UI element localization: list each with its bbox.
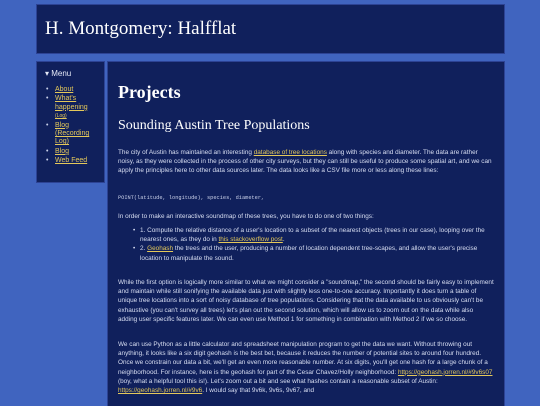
menu-item-web-feed xyxy=(43,157,104,165)
discussion-paragraph: While the first option is logically more similar to what we might consider a "soundmap," the second should be fairly easy to implement and maintain while still sonifying the available data just with slightly less one-to-one accuracy. Importantly it does turn a table of unique tree locations into a sort of noisy database of tree populations. Considering that the data available to us obviously can't be exhaustive (you can't survey all trees) let's plan out the second solution, which will allow us to zoom out on the data while also adding user specific features later. We can even use Method 1 for something in combination with Method 2 if we so choose. xyxy=(118,279,494,323)
method-item-2 xyxy=(134,244,494,262)
tree-database-link[interactable]: database of tree locations xyxy=(253,149,327,156)
menu-toggle[interactable]: ▾ Menu xyxy=(45,69,72,78)
python-paragraph xyxy=(118,340,494,395)
page-title: Projects xyxy=(118,82,181,102)
method-item-1 xyxy=(134,226,494,244)
bullet-icon: • xyxy=(133,227,136,234)
stackoverflow-link[interactable]: this stackoverflow post xyxy=(218,236,283,244)
bullet-icon: • xyxy=(46,121,49,129)
geohash-zoom-link[interactable]: https://geohash.jorren.nl/#9v6 xyxy=(118,387,203,395)
menu-list xyxy=(43,86,104,167)
bullet-icon: • xyxy=(46,147,49,155)
bullet-icon: • xyxy=(46,95,49,103)
post-title: Sounding Austin Tree Populations xyxy=(118,118,310,133)
menu-link-log[interactable]: (Log) xyxy=(55,113,67,120)
method-2-text-b: the trees and the user, producing a number of location dependent tree-scapes, and allow the user's precise location to manipulate the sound. xyxy=(140,245,478,262)
site-title[interactable]: H. Montgomery: Halfflat xyxy=(45,18,237,39)
menu-item-whats-happening xyxy=(43,95,104,120)
intro-text-a: The city of Austin has maintained an interesting xyxy=(118,149,254,156)
menu-link-blog-recording-log[interactable]: Blog (Recording Log) xyxy=(55,121,90,146)
bullet-icon: • xyxy=(133,245,136,253)
intro-paragraph xyxy=(118,148,494,176)
geohash-example-link[interactable]: https://geohash.jorren.nl/#9v6s07 xyxy=(397,368,493,376)
python-text-a: We can use Python as a little calculator and spreadsheet manipulation program to get the data we want. Without throwing out anything, it looks like a six digit geohash is the best bet, because it reduces the number of potential sites to around four hundred. Once we constrain our data a bit, we'll get an even more reasonable number. At six digits, you'll get one hash for a large chunk of a neighborhood. For instance, here is the geohash for part of the Cesar Chavez/Holly neighborhood: xyxy=(118,341,488,376)
menu-link-about[interactable]: About xyxy=(55,86,74,93)
menu-item-blog xyxy=(43,148,104,156)
method-list xyxy=(134,226,494,263)
menu-link-web-feed[interactable]: Web Feed xyxy=(55,157,88,165)
method-2-text-a: 2. xyxy=(140,245,148,253)
main-content xyxy=(107,61,505,406)
site-header xyxy=(36,4,505,54)
sidebar-menu xyxy=(36,61,105,183)
bullet-icon: • xyxy=(46,157,49,165)
code-sample: POINT(latitude, longitude), species, diameter, xyxy=(118,195,265,201)
python-text-b: (boy, what a helpful tool this is!). Let's zoom out a bit and see what hashes contain a reasonable subset of Austin: xyxy=(118,377,438,385)
menu-item-blog-recording-log xyxy=(43,122,104,147)
menu-item-about xyxy=(43,86,104,94)
method-intro-paragraph: In order to make an interactive soundmap of these trees, you have to do one of two things: xyxy=(118,213,374,220)
menu-link-whats-happening[interactable]: What's happening xyxy=(55,95,88,111)
bullet-icon: • xyxy=(46,86,49,93)
intro-text-b: along with species and diameter. The data are rather noisy, as they were collected in the process of other city surveys, but they can still be useful to produce some spatial art, and we can apply the principles here to other data sources later. The data looks like a CSV file more or less along these lines: xyxy=(118,149,492,175)
python-text-c: . I would say that 9v6k, 9v6s, 9v67, and xyxy=(202,387,315,395)
method-1-text-b: . xyxy=(282,236,285,244)
menu-link-blog[interactable]: Blog xyxy=(55,147,70,155)
method-1-text-a: 1. Compute the relative distance of a user's location to a subset of the nearest objects (trees in our case), looping over the nearest ones, as they do in xyxy=(140,227,485,244)
geohash-link[interactable]: Geohash xyxy=(147,245,174,253)
